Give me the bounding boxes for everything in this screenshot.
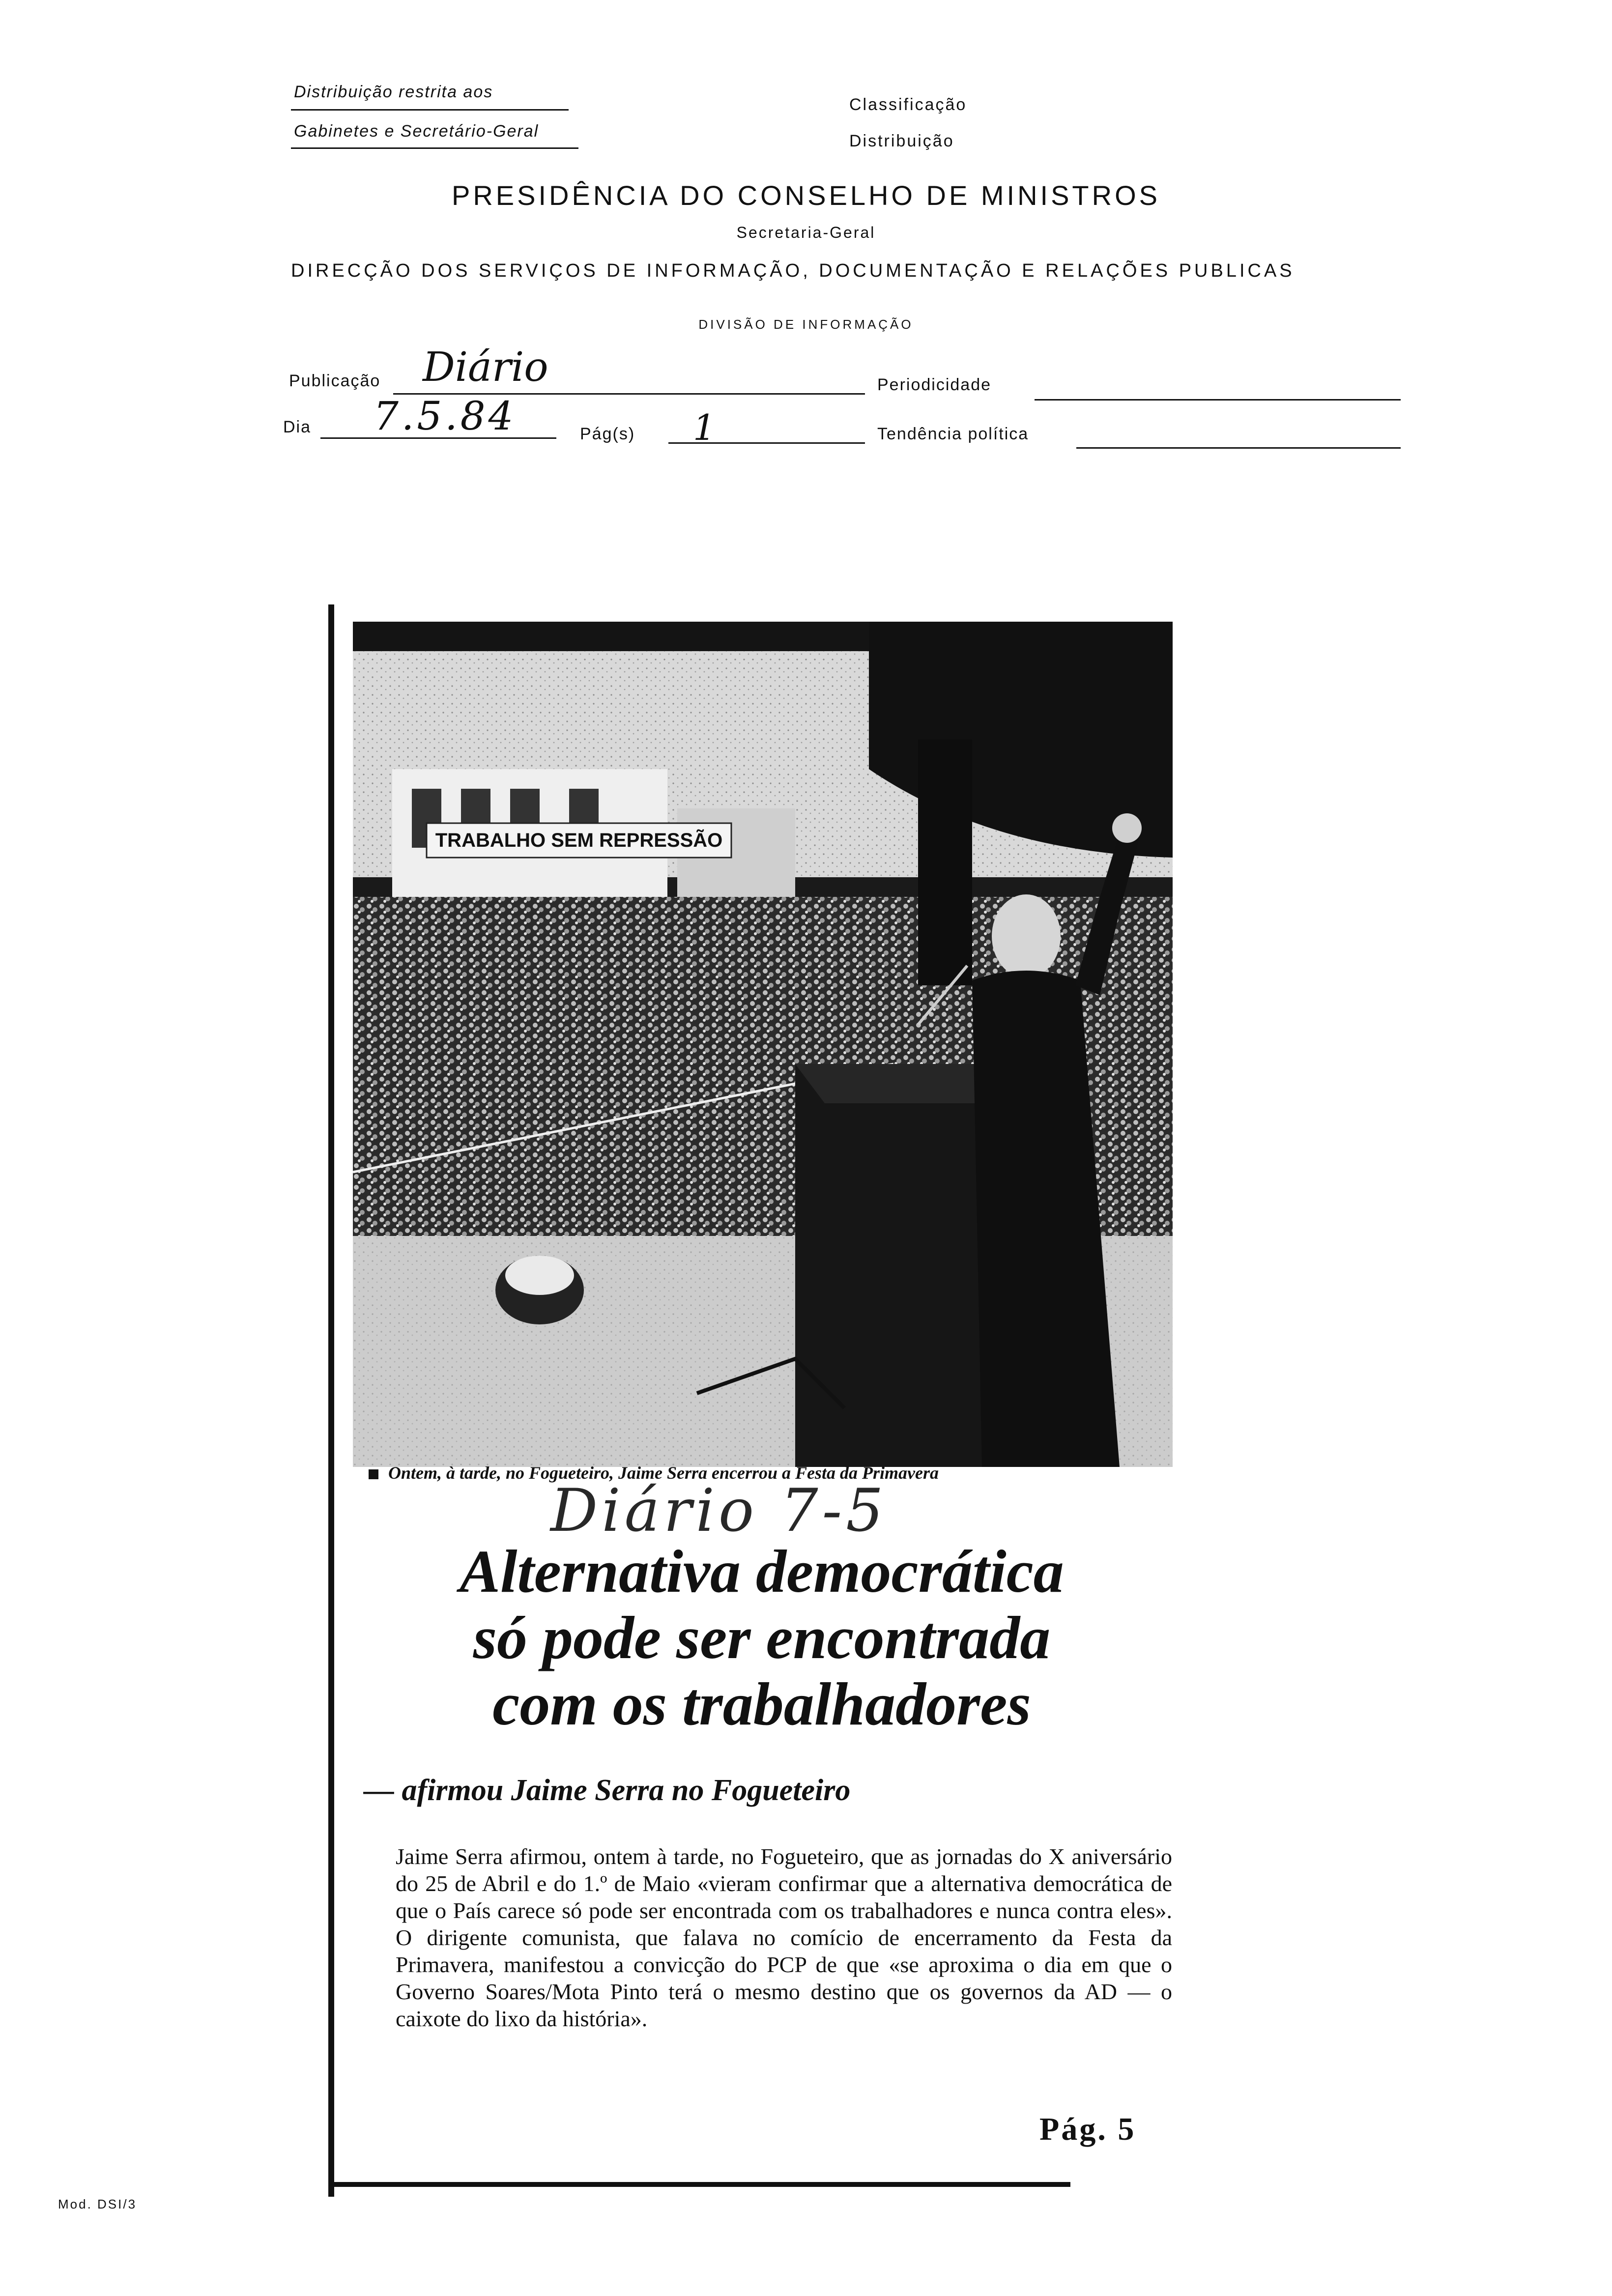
document-subtitle: Secretaria-Geral [736, 224, 876, 241]
subheadline: — afirmou Jaime Serra no Fogueteiro [364, 1774, 851, 1807]
headline-line3: com os trabalhadores [492, 1670, 1031, 1738]
clipping-border-bottom [328, 2182, 1070, 2187]
direccao-line: DIRECÇÃO DOS SERVIÇOS DE INFORMAÇÃO, DOCUMENTAÇÃO E RELAÇÕES PUBLICAS [291, 260, 1295, 281]
photo-caption: Ontem, à tarde, no Fogueteiro, Jaime Serra encerrou a Festa da Primavera [388, 1463, 939, 1483]
tendencia-line [1076, 447, 1401, 449]
rally-photo [353, 622, 1173, 1467]
form-model-number: Mod. DSI/3 [58, 2197, 137, 2211]
page-reference: Pág. 5 [1039, 2111, 1136, 2147]
distribution-note-line1: Distribuição restrita aos [294, 83, 493, 101]
divisao-line: DIVISÃO DE INFORMAÇÃO [698, 317, 914, 332]
periodicidade-label: Periodicidade [877, 375, 992, 394]
distribuicao-label: Distribuição [849, 132, 954, 150]
publicacao-handwritten: Diário [423, 344, 548, 391]
handwritten-stamp: Diário 7-5 [550, 1477, 888, 1545]
distribution-underline-2 [291, 147, 578, 149]
headline-line1: Alternativa democrática [460, 1538, 1064, 1605]
document-title: PRESIDÊNCIA DO CONSELHO DE MINISTROS [452, 180, 1160, 211]
headline-line2: só pode ser encontrada [473, 1604, 1051, 1671]
distribution-note-line2: Gabinetes e Secretário-Geral [294, 122, 539, 141]
dia-label: Dia [283, 418, 312, 436]
pags-handwritten: 1 [693, 407, 716, 448]
tendencia-label: Tendência política [877, 425, 1029, 443]
caption-bullet [369, 1469, 378, 1479]
distribution-underline-1 [291, 109, 569, 111]
dia-handwritten: 7.5.84 [374, 393, 517, 439]
pags-label: Pág(s) [580, 425, 635, 443]
classificacao-label: Classificação [849, 95, 967, 114]
photo-banner-text: TRABALHO SEM REPRESSÃO [435, 830, 723, 851]
periodicidade-line [1035, 399, 1401, 401]
publicacao-label: Publicação [289, 372, 381, 390]
article-body: Jaime Serra afirmou, ontem à tarde, no Fogueteiro, que as jornadas do X aniversário do 25 de Abril e do 1.º de Maio «vieram confirmar que a alternativa democrática de que o País carece só pode ser encontrada com os trabalhadores e nunca contra eles». O dirigente comunista, que falava no comício de encerramento da Festa da Primavera, manifestou a convicção do PCP de que «se aproxima o dia em que o Governo Soares/Mota Pinto terá o mesmo destino que os governos da AD — o caixote do lixo da história». [396, 1844, 1172, 2031]
rally-photo-illustration [353, 622, 1173, 1467]
clipping-border-left [328, 604, 334, 2197]
